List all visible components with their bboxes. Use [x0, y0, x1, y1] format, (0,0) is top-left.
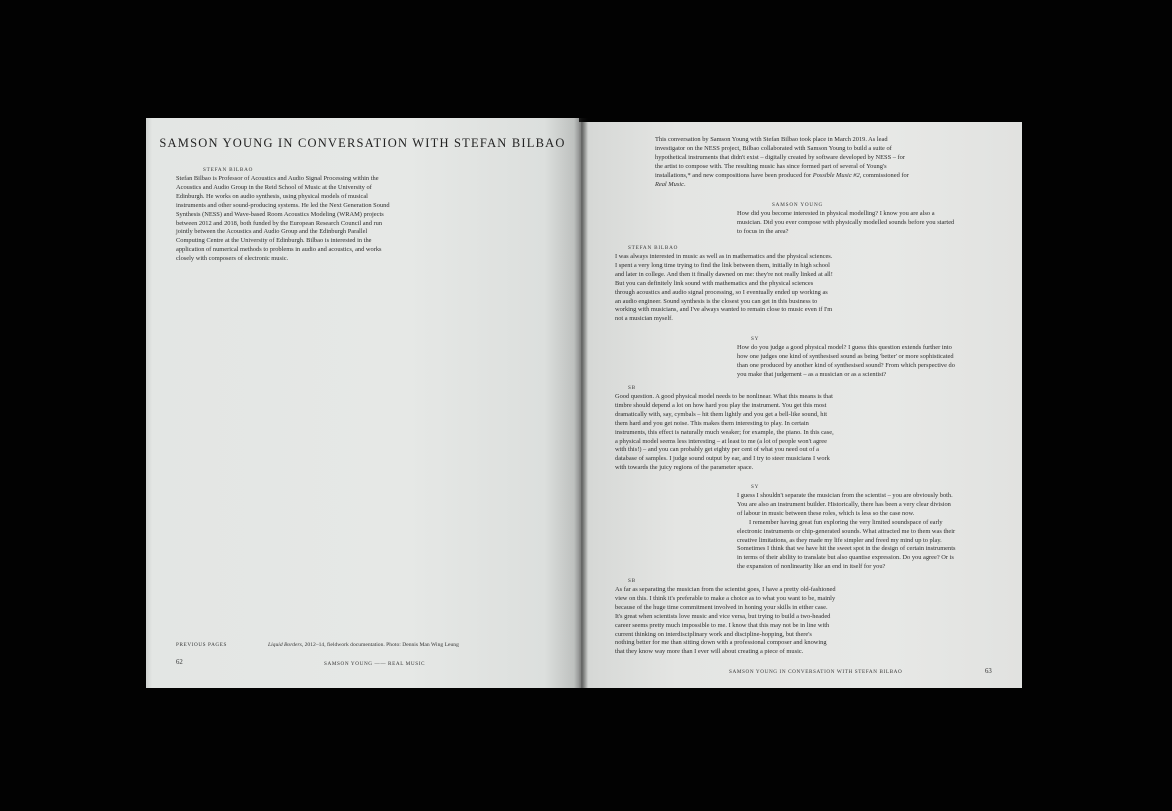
bio-label: STEFAN BILBAO — [203, 167, 254, 173]
intro-period: . — [683, 180, 686, 188]
intro-title-2: Real Music — [655, 180, 684, 188]
question-text: How did you become interested in physical modelling? I know you are also a musician. Did you ever compose with physically modelled sounds before you started to focus in the area? — [737, 210, 955, 235]
speaker-label: SB — [628, 385, 636, 391]
intro-mark: * — [687, 171, 691, 179]
answer-text: I was always interested in music as well as in mathematics and the physical sciences. I spent a very long time trying to find the link between them, initially in high school and later in college. And then it finally dawned on me: they're not really linked at all! But you can definitely link sound with mathematics and the physical sciences through acoustics and audio signal processing, so I eventually ended up working as an audio engineer. Sound synthesis is the closest you can get in this business to working with musicians, and I've always wanted to remain close to music even if I'm not a musician myself. — [615, 253, 833, 323]
speaker-label: SB — [628, 578, 636, 584]
question-1 — [737, 202, 987, 237]
speaker-label: SY — [751, 336, 760, 342]
speaker-label: SY — [751, 484, 760, 490]
article-title: SAMSON YOUNG IN CONVERSATION WITH STEFAN BILBAO — [159, 136, 566, 150]
page-number-right: 63 — [985, 668, 992, 675]
speaker-label: STEFAN BILBAO — [628, 245, 679, 251]
intro-end: , commissioned for — [859, 171, 909, 179]
question-3 — [737, 484, 987, 572]
running-head-left: SAMSON YOUNG —— REAL MUSIC — [324, 661, 426, 667]
photo-caption — [268, 642, 459, 648]
answer-2 — [615, 385, 869, 473]
intro-lead: This conversation by Samson Young with Stefan Bilbao took place in March 2019. As lead investigator on the NESS project, Bilbao collaborated with Samson Young to build a suite of hypothetical instruments that didn't exist – digitally created by software developed by NESS – for the artist to compose with. The resulting music has since formed part of several of Young's installations, — [655, 136, 905, 179]
right-page — [579, 122, 1022, 688]
answer-1 — [615, 245, 869, 324]
speaker-label: SAMSON YOUNG — [772, 202, 824, 208]
previous-pages-label: PREVIOUS PAGES — [176, 642, 228, 648]
intro-paragraph — [655, 136, 919, 189]
intro-title: Possible Music #2 — [812, 171, 860, 179]
bio-text: Stefan Bilbao is Professor of Acoustics and Audio Signal Processing within the Acoustics and Audio Group in the Reid School of Music at the University of Edinburgh. He works on audio synthesis, using physical models of musical instruments and other sound-producing systems. He led the Next Generation Sound Synthesis (NESS) and Wave-based Room Acoustics Modeling (WRAM) projects between 2012 and 2018, both funded by the European Research Council and run jointly between the Acoustics and Audio Group and the Edinburgh Parallel Computing Centre at the University of Edinburgh. Bilbao is interested in the application of numerical methods to problems in audio and acoustics, and works closely with composers of electronic music. — [176, 175, 390, 263]
page-number-left: 62 — [176, 659, 183, 666]
caption-rest: , 2012–14, fieldwork documentation. Photo: Dennis Man Wing Leung — [301, 642, 459, 648]
intro-mid: and new compositions have been produced for — [690, 171, 813, 179]
question-2 — [737, 336, 987, 380]
answer-3 — [615, 578, 869, 657]
question-text: How do you judge a good physical model? I guess this question extends further into how one judges one kind of synthesised sound as being 'better' or more sophisticated than one produced by another kind of synthesised sound? From which perspective do you make that judgement – as a musician or as a scientist? — [737, 344, 955, 378]
left-page — [146, 118, 579, 688]
answer-text: Good question. A good physical model needs to be nonlinear. What this means is that timbre should depend a lot on how hard you play the instrument. You get this most dramatically with, say, cymbals – hit them lightly and you get a bell-like sound, hit them hard and you get noise. This makes them interesting to play. In certain instruments, this effect is naturally much weaker; for example, the piano. In this case, a physical model seems less interesting – at least to me (a lot of people won't agree with this!) – and you can probably get eighty per cent of what you need out of a database of samples. I judge sound output by ear, and I try to steer musicians I work with towards the juicy regions of the parameter space. — [615, 393, 834, 472]
question-text: I guess I shouldn't separate the musician from the scientist – you are obviously both. You are also an instrument builder. Historically, there has been a very clear division of labour in music between these roles, which is less so the case now. — [737, 492, 953, 517]
bio-block — [176, 167, 438, 264]
caption-title: Liquid Borders — [268, 642, 302, 648]
magazine-spread — [146, 118, 1022, 688]
answer-text: As far as separating the musician from the scientist goes, I have a pretty old-fashioned view on this. I think it's preferable to make a choice as to what you want to be, mainly because of the huge time commitment involved in honing your skills in either case. It's great when scientists love music and vice versa, but trying to build a two-headed career seems pretty much impossible to me. I know that this may not be in line with current thinking on interdisciplinary work and discipline-hopping, but there's nothing better for me than sitting down with a professional composer and knowing that they know way more than I ever will about creating a piece of music. — [615, 586, 836, 656]
running-head-right: SAMSON YOUNG IN CONVERSATION WITH STEFAN BILBAO — [729, 669, 903, 675]
question-text-continued: I remember having great fun exploring the very limited soundspace of early electronic instruments or chip-generated sounds. What attracted me to them was their creative limitations, as they made my life simpler and freed my mind up to play. Sometimes I think that we have hit the sweet spot in the design of certain instruments in terms of their ability to translate but also quantise expression. Do you agree? Or is the expansion of nonlinearity like an end in itself for you? — [737, 518, 956, 571]
